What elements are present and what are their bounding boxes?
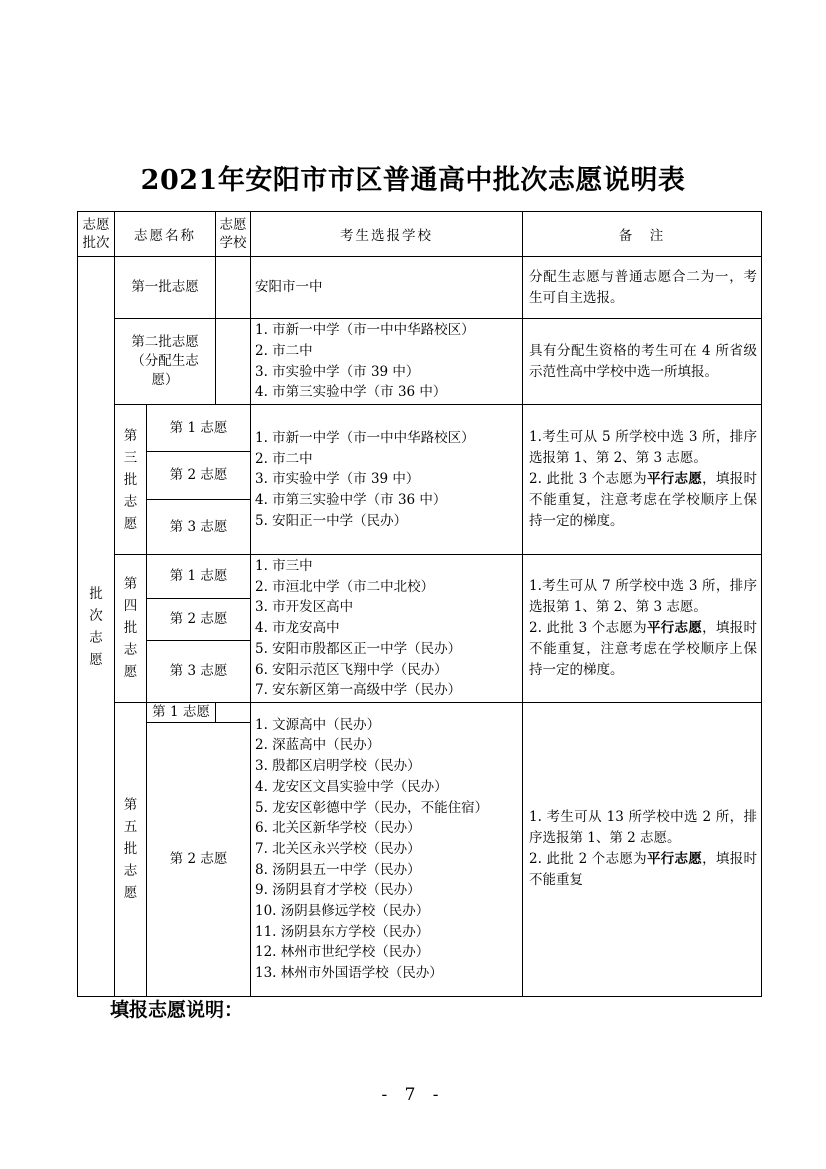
list-item: 2. 市二中 (255, 450, 313, 467)
row2-schools (251, 319, 523, 405)
table-row (78, 702, 762, 722)
list-item: 2. 市二中 (255, 342, 313, 359)
list-item: 1. 市三中 (255, 558, 313, 574)
list-item: 13. 林州市外国语学校（民办） (255, 965, 443, 982)
list-item: 3. 市实验中学（市 39 中） (255, 363, 420, 380)
row2-school-blank (216, 319, 251, 405)
group5-label: 第 五 批 志 愿 (115, 702, 147, 996)
list-item: 5. 安阳市殷都区正一中学（民办） (255, 640, 462, 657)
header-batch: 志愿 批次 (78, 212, 115, 257)
row1-schools: 安阳市一中 (251, 257, 523, 319)
row1-school-blank (216, 257, 251, 319)
group4-sub-3: 第 3 志愿 (147, 641, 251, 702)
list-item: 12. 林州市世纪学校（民办） (255, 944, 430, 961)
section-subheading: 填报志愿说明： (110, 999, 244, 1021)
group5-sub-1-school-blank (216, 702, 251, 722)
group4-note: 1.考生可从 7 所学校中选 3 所，排序选报第 1、第 2、第 3 志愿。 2. 此批 3 个志愿为平行志愿，填报时不能重复，注意考虑在学校顺序上保持一定的梯度。 (523, 555, 762, 702)
group3-schools (251, 405, 523, 555)
header-name: 志愿名称 (115, 212, 216, 257)
list-item: 11. 汤阴县东方学校（民办） (255, 923, 430, 940)
list-item: 4. 龙安区文昌实验中学（民办） (255, 778, 448, 795)
page-title: 2021年安阳市市区普通高中批次志愿说明表 (140, 165, 686, 196)
row1-name: 第一批志愿 (115, 257, 216, 319)
list-item: 1. 市新一中学（市一中中华路校区） (255, 322, 475, 339)
group4-sub-1: 第 1 志愿 (147, 555, 251, 599)
group4-label: 第 四 批 志 愿 (115, 555, 147, 702)
group5-schools (251, 702, 523, 996)
group5-sub-2: 第 2 志愿 (147, 722, 251, 996)
list-item: 3. 市实验中学（市 39 中） (255, 471, 420, 488)
list-item: 7. 北关区永兴学校（民办） (255, 840, 421, 857)
row2-note: 具有分配生资格的考生可在 4 所省级示范性高中学校中选一所填报。 (523, 319, 762, 405)
row2-name: 第二批志愿 （分配生志 愿） (115, 319, 216, 405)
list-item: 5. 龙安区彰德中学（民办，不能住宿） (255, 799, 489, 816)
row1-note: 分配生志愿与普通志愿合二为一，考生可自主选报。 (523, 257, 762, 319)
table-row (78, 257, 762, 319)
group3-sub-2: 第 2 志愿 (147, 452, 251, 500)
page-number: - 7 - (381, 1085, 445, 1105)
table-row (78, 405, 762, 452)
group4-schools (251, 555, 523, 702)
list-item: 6. 北关区新华学校（民办） (255, 820, 421, 837)
list-item: 4. 市龙安高中 (255, 620, 340, 637)
batch-label-cell: 批 次 志 愿 (78, 257, 115, 997)
list-item: 8. 汤阴县五一中学（民办） (255, 861, 421, 878)
header-remark: 备 注 (523, 212, 762, 257)
list-item: 1. 文源高中（民办） (255, 716, 381, 733)
group3-sub-3: 第 3 志愿 (147, 500, 251, 555)
header-selected-schools: 考生选报学校 (251, 212, 523, 257)
group3-sub-1: 第 1 志愿 (147, 405, 251, 452)
group5-sub-1: 第 1 志愿 (147, 702, 216, 722)
table-header-row (78, 212, 762, 257)
list-item: 7. 安东新区第一高级中学（民办） (255, 682, 462, 699)
list-item: 4. 市第三实验中学（市 36 中） (255, 384, 447, 401)
list-item: 3. 殷都区启明学校（民办） (255, 758, 421, 775)
list-item: 2. 深蓝高中（民办） (255, 737, 381, 754)
group4-sub-2: 第 2 志愿 (147, 599, 251, 641)
group3-label: 第 三 批 志 愿 (115, 405, 147, 555)
list-item: 2. 市洹北中学（市二中北校） (255, 578, 435, 595)
group3-note: 1.考生可从 5 所学校中选 3 所，排序选报第 1、第 2、第 3 志愿。 2. 此批 3 个志愿为平行志愿，填报时不能重复，注意考虑在学校顺序上保持一定的梯度。 (523, 405, 762, 555)
list-item: 6. 安阳示范区飞翔中学（民办） (255, 661, 448, 678)
group5-note: 1. 考生可从 13 所学校中选 2 所，排序选报第 1、第 2 志愿。 2. 此批 2 个志愿为平行志愿，填报时不能重复 (523, 702, 762, 996)
table-row (78, 319, 762, 405)
list-item: 4. 市第三实验中学（市 36 中） (255, 492, 447, 509)
list-item: 9. 汤阴县育才学校（民办） (255, 882, 421, 899)
list-item: 5. 安阳正一中学（民办） (255, 512, 408, 529)
list-item: 1. 市新一中学（市一中中华路校区） (255, 430, 475, 447)
list-item: 10. 汤阴县修远学校（民办） (255, 903, 430, 920)
list-item: 3. 市开发区高中 (255, 599, 354, 616)
header-school: 志愿 学校 (216, 212, 251, 257)
volunteer-table (77, 211, 762, 997)
table-row (78, 555, 762, 599)
